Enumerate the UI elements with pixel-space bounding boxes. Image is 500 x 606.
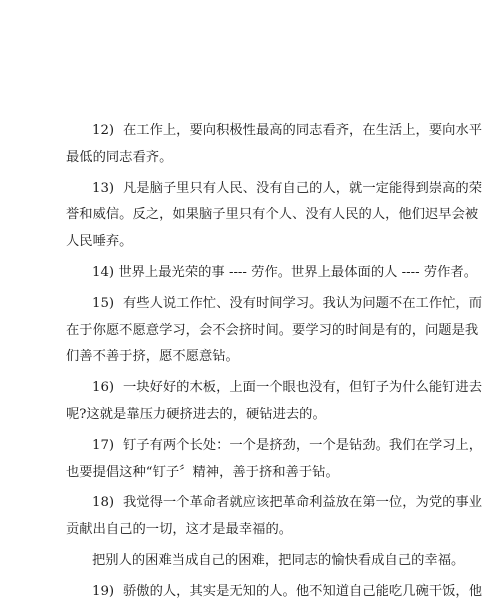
paragraph-line (66, 118, 483, 145)
paragraph-19 (66, 579, 483, 606)
paragraph-line (66, 291, 483, 318)
item-number: 17) (92, 437, 115, 453)
paragraph-line: 人民唾弃。 (66, 234, 133, 250)
paragraph-17 (66, 433, 483, 487)
line-text: 凡是脑子里只有人民、没有自己的人，就一定能得到崇高的荣 (123, 180, 483, 196)
paragraph-13 (66, 176, 483, 256)
paragraph-line (66, 433, 483, 460)
paragraph-12 (66, 118, 483, 172)
item-number: 12) (92, 123, 115, 138)
line-text: 有些人说工作忙、没有时间学习。我认为问题不在工作忙，而 (123, 295, 483, 311)
paragraph-line: 把别人的困难当成自己的困难，把同志的愉快看成自己的幸福。 (92, 552, 465, 568)
line-text: 一块好好的木板，上面一个眼也没有，但钉子为什么能钉进去 (123, 380, 483, 396)
paragraph-line: 最低的同志看齐。 (66, 149, 173, 165)
item-number: 14) (92, 264, 115, 280)
paragraph-line: 呢?这就是靠压力硬挤进去的，硬钻进去的。 (66, 406, 326, 422)
paragraph-line (66, 490, 483, 517)
paragraph-14 (66, 260, 478, 287)
paragraph-16 (66, 375, 483, 429)
paragraph-18 (66, 490, 483, 544)
paragraph-line (66, 176, 483, 203)
paragraph-15 (66, 291, 483, 371)
paragraph-line (66, 579, 483, 606)
item-number: 16) (92, 380, 115, 396)
paragraph-line (66, 375, 483, 402)
item-number: 19) (92, 583, 115, 599)
paragraph-line: 贡献出自己的一切，这才是最幸福的。 (66, 522, 293, 538)
line-text: 世界上最光荣的事 ---- 劳作。世界上最体面的人 ---- 劳作者。 (118, 264, 478, 280)
document-body (66, 118, 483, 606)
item-number: 13) (92, 180, 115, 196)
line-text: 我觉得一个革命者就应该把革命利益放在第一位，为党的事业 (123, 495, 483, 511)
line-text: 在工作上，要向积极性最高的同志看齐，在生活上，要向水平 (123, 123, 483, 138)
item-number: 18) (92, 495, 115, 511)
paragraph-line: 也要提倡这种“钉子〞精神，善于挤和善于钻。 (66, 464, 339, 480)
paragraph-line: 们善不善于挤，愿不愿意钻。 (66, 349, 239, 365)
paragraph-line (66, 260, 478, 287)
paragraph-line: 在于你愿不愿意学习，会不会挤时间。要学习的时间是有的，问题是我 (66, 322, 479, 338)
line-text: 骄傲的人，其实是无知的人。他不知道自己能吃几碗干饭，他 (123, 583, 483, 599)
paragraph-line: 誉和威信。反之，如果脑子里只有个人、没有人民的人，他们迟早会被 (66, 207, 479, 223)
item-number: 15) (92, 295, 115, 311)
line-text: 钉子有两个长处：一个是挤劲，一个是钻劲。我们在学习上， (123, 437, 483, 453)
paragraph-unnumbered (66, 548, 465, 575)
